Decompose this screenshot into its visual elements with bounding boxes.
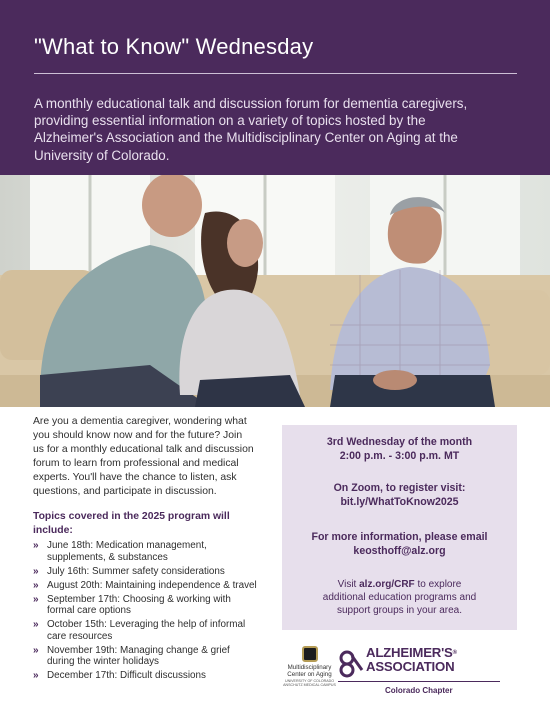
schedule-line: 3rd Wednesday of the month	[326, 436, 473, 448]
event-info-box	[282, 425, 517, 630]
chevron-right-icon: »	[33, 644, 39, 656]
lead-line: you should know now and for the future? Join	[33, 430, 243, 442]
list-item	[33, 670, 283, 682]
list-item	[33, 580, 283, 592]
title-divider	[34, 73, 517, 74]
topic-line: December 17th: Difficult discussions	[47, 670, 206, 682]
topic-line: during the winter holidays	[47, 656, 159, 668]
cu-logo-icon	[302, 646, 318, 662]
caregiver-family-photo	[0, 175, 550, 407]
cu-name-line: Center on Aging	[287, 671, 332, 678]
cu-sub-line: ANSCHUTZ MEDICAL CAMPUS	[283, 683, 336, 688]
alz-brain-icon	[338, 648, 366, 678]
chevron-right-icon: »	[33, 670, 39, 682]
topic-line: September 17th: Choosing & working with	[47, 593, 231, 605]
chevron-right-icon: »	[33, 593, 39, 605]
visit-prefix: Visit	[337, 579, 360, 590]
visit-line	[282, 578, 517, 591]
list-item	[33, 594, 283, 617]
cu-name-line: Multidisciplinary	[287, 664, 332, 671]
cu-center-on-aging-logo	[282, 640, 337, 705]
alz-wordmark	[366, 646, 457, 674]
visit-block	[282, 578, 517, 617]
logo-divider	[338, 681, 500, 682]
list-item	[33, 645, 283, 668]
topics-heading	[33, 510, 283, 537]
alz-chapter: Colorado Chapter	[385, 686, 453, 695]
topic-line: November 19th: Managing change & grief	[47, 644, 230, 656]
topic-line: October 15th: Leveraging the help of informal	[47, 619, 246, 631]
intro-paragraph	[34, 95, 522, 164]
contact-email-link[interactable]: keosthoff@alz.org	[353, 545, 446, 557]
intro-line: A monthly educational talk and discussion forum for dementia caregivers,	[34, 96, 468, 111]
cu-subtitle	[282, 679, 337, 687]
list-item	[33, 566, 283, 578]
visit-suffix: to explore	[414, 579, 462, 590]
lead-line: Are you a dementia caregiver, wondering what	[33, 416, 247, 427]
alz-word-line: ASSOCIATION	[366, 659, 455, 674]
topic-line: July 16th: Summer safety considerations	[47, 565, 225, 577]
contact-block	[282, 530, 517, 558]
visit-line: support groups in your area.	[336, 605, 463, 616]
topic-line: supplements, & substances	[47, 551, 168, 563]
registration-link[interactable]: bit.ly/WhatToKnow2025	[340, 496, 459, 508]
intro-line: University of Colorado.	[34, 147, 170, 163]
page-title: "What to Know" Wednesday	[34, 34, 314, 59]
schedule-block	[282, 435, 517, 463]
topic-line: August 20th: Maintaining independence & travel	[47, 579, 257, 591]
topics-list	[33, 540, 283, 684]
zoom-block	[282, 481, 517, 509]
chevron-right-icon: »	[33, 619, 39, 631]
cu-name	[282, 664, 337, 678]
intro-line: Alzheimer's Association and the Multidisciplinary Center on Aging at the	[34, 130, 458, 146]
intro-question-paragraph	[33, 415, 283, 500]
zoom-line: On Zoom, to register visit:	[333, 482, 466, 494]
alz-word-text: ALZHEIMER'S	[366, 645, 453, 660]
chevron-right-icon: »	[33, 540, 39, 551]
intro-line: providing essential information on a variety of topics hosted by the	[34, 113, 426, 129]
visit-link[interactable]: alz.org/CRF	[359, 579, 415, 590]
topics-heading-line: Topics covered in the 2025 program will	[33, 511, 230, 522]
registered-mark: ®	[452, 650, 457, 656]
schedule-line: 2:00 p.m. - 3:00 p.m. MT	[339, 450, 460, 462]
lead-line: experts. You'll have the chance to listen, ask	[33, 472, 237, 484]
topic-line: formal care options	[47, 605, 131, 617]
lead-line: questions, and participate in discussion.	[33, 486, 217, 498]
list-item	[33, 540, 283, 563]
lead-line: us for a monthly educational talk and discussion	[33, 444, 254, 456]
visit-line: additional education programs and	[322, 592, 477, 603]
list-item	[33, 619, 283, 642]
header-banner	[0, 0, 550, 175]
contact-line: For more information, please email	[311, 531, 488, 543]
photo-illustration	[0, 175, 550, 407]
topics-heading-line: include:	[33, 524, 73, 536]
cu-sub-line: UNIVERSITY OF COLORADO	[284, 679, 335, 683]
chevron-right-icon: »	[33, 565, 39, 577]
sponsor-logos	[282, 640, 517, 705]
topic-line: care resources	[47, 630, 113, 642]
alzheimers-association-logo	[338, 646, 517, 701]
chevron-right-icon: »	[33, 579, 39, 591]
topic-line: June 18th: Medication management,	[47, 540, 207, 551]
alz-word-line	[366, 646, 457, 660]
lead-line: forum to learn from professional and medical	[33, 458, 239, 470]
